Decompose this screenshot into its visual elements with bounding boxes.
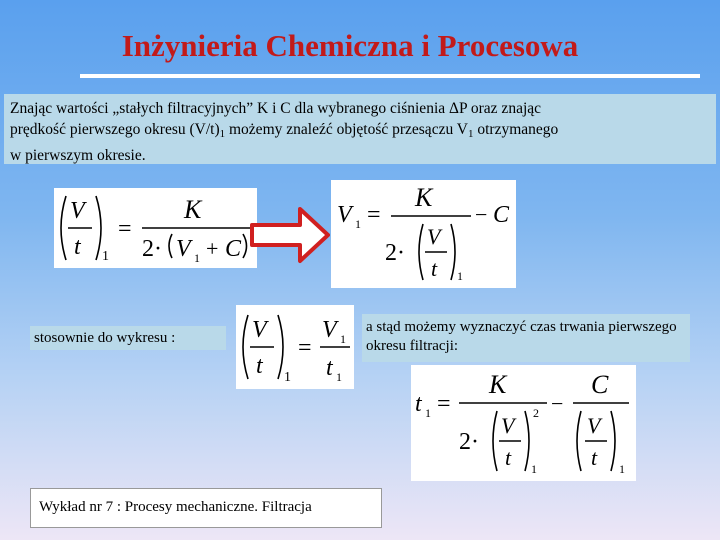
- label-according-to-graph: stosownie do wykresu :: [30, 326, 226, 350]
- svg-text:C: C: [225, 236, 242, 262]
- svg-text:1: 1: [619, 462, 625, 476]
- svg-text:t: t: [74, 234, 81, 260]
- svg-text:V: V: [176, 236, 191, 262]
- svg-text:t: t: [591, 445, 598, 470]
- svg-text:=: =: [367, 202, 381, 228]
- equation-filtration-time: [411, 365, 636, 481]
- svg-text:2·: 2·: [142, 236, 162, 262]
- svg-text:K: K: [489, 370, 507, 399]
- svg-text:K: K: [415, 183, 433, 212]
- svg-text:t: t: [415, 391, 422, 417]
- footer-lecture-label: Wykład nr 7 : Procesy mechaniczne. Filtracja: [30, 488, 382, 528]
- svg-text:2: 2: [533, 406, 539, 420]
- slide-title: Inżynieria Chemiczna i Procesowa: [121, 28, 579, 63]
- svg-text:V: V: [252, 317, 267, 343]
- title-underline: [80, 74, 700, 78]
- svg-text:V: V: [427, 224, 441, 249]
- svg-text:K: K: [184, 195, 202, 224]
- svg-text:t: t: [431, 256, 438, 281]
- svg-text:V: V: [70, 198, 85, 224]
- svg-text:1: 1: [531, 462, 537, 476]
- svg-text:V: V: [322, 317, 337, 343]
- svg-text:t: t: [256, 353, 263, 379]
- svg-text:1: 1: [284, 370, 291, 385]
- intro-line-3: w pierwszym okresie.: [10, 147, 146, 164]
- equation-volume-svg: [331, 180, 516, 288]
- svg-text:2·: 2·: [459, 429, 479, 455]
- svg-text:=: =: [298, 335, 312, 361]
- svg-text:=: =: [437, 391, 451, 417]
- svg-text:1: 1: [425, 406, 431, 420]
- svg-text:−: −: [551, 391, 564, 416]
- svg-text:1: 1: [355, 217, 361, 231]
- svg-text:1: 1: [340, 332, 346, 346]
- svg-text:V: V: [501, 413, 515, 438]
- svg-text:t: t: [505, 445, 512, 470]
- label-filtration-time: a stąd możemy wyznaczyć czas trwania pierwszego okresu filtracji:: [362, 314, 690, 362]
- equation-velocity: [54, 188, 257, 268]
- svg-text:C: C: [591, 370, 609, 399]
- svg-text:1: 1: [102, 249, 109, 264]
- equation-velocity-svg: [54, 188, 257, 268]
- svg-text:1: 1: [194, 251, 200, 265]
- svg-text:2·: 2·: [385, 240, 405, 266]
- equation-ratio: [236, 305, 354, 389]
- svg-text:V: V: [337, 202, 352, 228]
- svg-text:V: V: [587, 413, 601, 438]
- equation-filtration-time-svg: [411, 365, 636, 481]
- svg-text:+: +: [206, 236, 219, 261]
- intro-line-2: prędkość pierwszego okresu $(V/t)_1$ możemy znaleźć objętość przesączu $V_1$ otrzymanego: [10, 121, 559, 140]
- svg-text:1: 1: [457, 269, 463, 283]
- svg-text:=: =: [118, 216, 132, 242]
- right-arrow-icon: [250, 205, 330, 265]
- intro-text-box: [4, 94, 716, 164]
- intro-line-1: Znając wartości „stałych filtracyjnych” K i C dla wybranego ciśnienia ΔP oraz znając: [10, 100, 542, 117]
- svg-text:C: C: [493, 202, 510, 228]
- svg-text:−: −: [475, 202, 488, 227]
- svg-text:t: t: [326, 355, 333, 381]
- equation-volume: [331, 180, 516, 288]
- svg-text:1: 1: [336, 370, 342, 384]
- equation-ratio-svg: [236, 305, 354, 389]
